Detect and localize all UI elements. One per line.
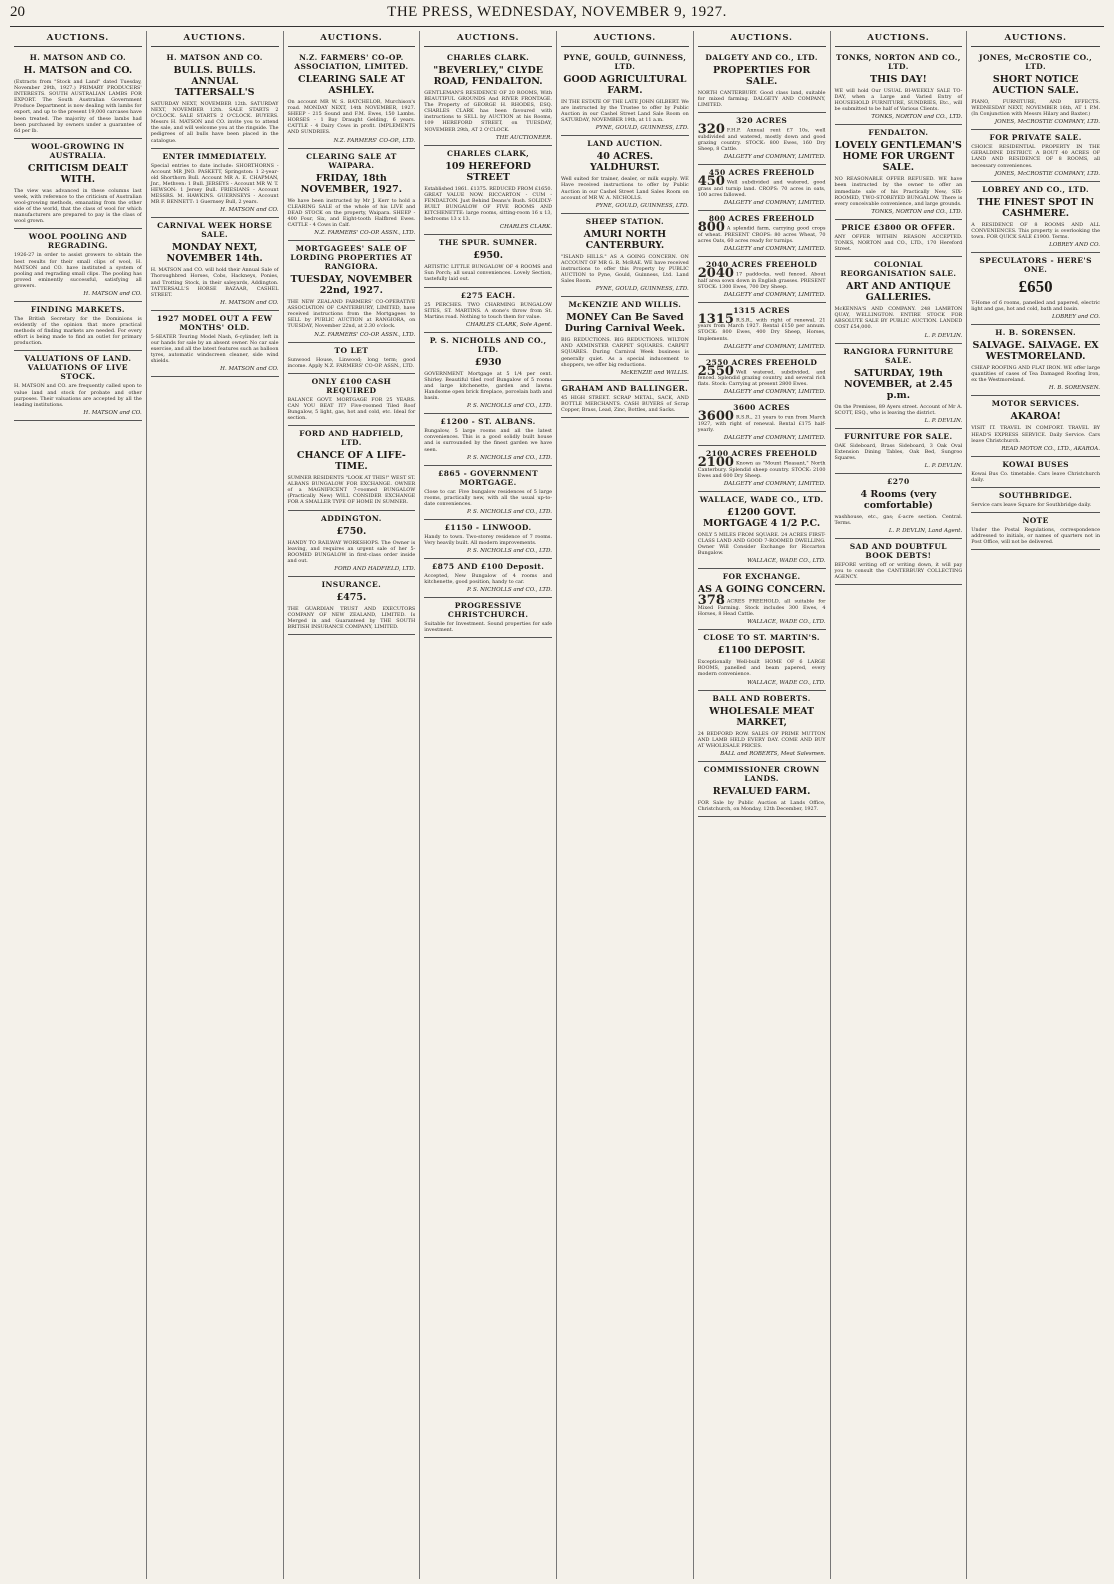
ad-title: CLEARING SALE AT WAIPARA.	[306, 151, 397, 170]
ad-body: ONLY 5 MILES FROM SQUARE. 24 ACRES FIRST-CLASS LAND AND GOOD 7-ROOMED DWELLING. Owner Will Consider Exchange for Riccarton Bungalow.	[697, 532, 826, 557]
ad-body: WE will hold Our USUAL BI-WEEKLY SALE TO-DAY, when a Large and Varied Entry of HOUSEHOLD FURNITURE, SUNDRIES, Etc., will be submitted to be half of Various Clients.	[834, 88, 963, 113]
ad-title: ONLY £100 CASH REQUIRED	[311, 376, 392, 395]
ad-body: Close to car. Five bungalow residences of 5 large rooms, practically new, with all the usual up-to-date conveniences.	[424, 488, 552, 507]
ad-title: CHARLES CLARK.	[447, 53, 530, 62]
ad-headline: CLEARING SALE AT ASHLEY.	[298, 74, 405, 96]
ad-signature: BALL and ROBERTS, Meat Salesmen.	[720, 750, 826, 757]
ad-body: CHEAP ROOFING AND FLAT IRON. WE offer large quantities of cases of Tea Damaged Roofing Iron, ex the Westmoreland.	[971, 365, 1100, 384]
ad-signature: DALGETY and COMPANY, LIMITED.	[723, 154, 826, 161]
advertisement	[698, 257, 826, 303]
advertisement	[424, 288, 552, 333]
ad-body: VISIT IT. TRAVEL IN COMFORT. TRAVEL BY HEAD'S EXPRESS SERVICE. Daily Service. Cars leave Christchurch.	[971, 425, 1100, 444]
advertisement	[288, 50, 416, 149]
advertisement	[971, 396, 1100, 456]
ad-headline: AKAROA!	[1010, 411, 1061, 423]
ad-title: DALGETY AND CO., LTD.	[705, 53, 818, 62]
ad-body: washhouse, etc., gas; £-acre section. Central. Terms.	[834, 513, 963, 527]
ad-signature: L. P. DEVLIN.	[924, 462, 963, 469]
ad-title: MOTOR SERVICES.	[991, 399, 1080, 409]
ad-body: SATURDAY NEXT, NOVEMBER 12th. SATURDAY NEXT, NOVEMBER 12th. SALE STARTS 2 O'CLOCK. SALE STARTS 2 O'CLOCK. BUYERS. Messrs H. MATSON and CO. invite you to attend the sale, and will welcome you at the ringside. The pedigrees of all bulls have been placed in the catalogue.	[150, 101, 279, 144]
advertisement	[424, 559, 552, 598]
ad-headline: £1200 GOVT. MORTGAGE 4 1/2 P.C.	[703, 507, 821, 530]
ad-headline: SALVAGE. SALVAGE. EX WESTMORELAND.	[972, 340, 1099, 363]
advertisement	[698, 50, 826, 113]
ad-body: BIG REDUCTIONS. BIG REDUCTIONS. WILTON AND AXMINSTER CARPET SQUARES. CARPET SQUARES. During Carnival Week business is generally quiet. As a special inducement to shoppers, we offer big reductions.	[561, 337, 689, 368]
ad-body: 2100 Known as "Mount Pleasant," North Canterbury. Splendid sheep country. STOCK: 2100 Ewes and 600 Dry Sheep.	[697, 455, 826, 479]
columns	[10, 31, 1104, 1579]
ad-body: GENTLEMAN'S RESIDENCE OF 20 ROOMS, With BEAUTIFUL GROUNDS And RIVER FRONTAGE. The Property of GEORGE H. RHODES, ESQ. CHARLES CLARK has been favoured with instructions to SELL by AUCTION at his Rooms, 109 HEREFORD STREET, on TUESDAY, NOVEMBER 29th, AT 2 O'CLOCK.	[424, 90, 552, 133]
ad-signature: P. S. NICHOLLS and CO., LTD.	[466, 508, 552, 515]
advertisement	[288, 241, 416, 342]
ad-title: VALUATIONS OF LAND. VALUATIONS OF LIVE STOCK.	[24, 354, 132, 382]
column-2	[147, 31, 284, 1579]
ad-body: Accepted, New Bungalow of 4 rooms and kitchenette, good position, handy to car.	[424, 573, 552, 586]
advertisement	[835, 474, 963, 539]
ad-headline: TUESDAY, NOVEMBER 22nd, 1927.	[290, 274, 413, 297]
ad-headline: £475.	[336, 591, 367, 603]
ad-signature: P. S. NICHOLLS and CO., LTD.	[466, 454, 552, 461]
advertisement	[698, 303, 826, 355]
advertisement	[835, 257, 963, 343]
ad-price: £650	[1018, 276, 1053, 296]
ad-signature: DALGETY and COMPANY, LIMITED.	[723, 343, 826, 350]
ad-signature: P. S. NICHOLLS and CO., LTD.	[466, 587, 552, 594]
ad-signature: PYNE, GOULD, GUINNESS, LTD.	[595, 286, 689, 293]
ad-signature: TONKS, NORTON and CO., LTD.	[871, 208, 963, 215]
advertisement	[835, 220, 963, 257]
ad-figure: 2550	[697, 363, 734, 379]
ad-title: SOUTHBRIDGE.	[998, 490, 1073, 500]
ad-signature: DALGETY and COMPANY, LIMITED.	[723, 291, 826, 298]
ad-signature: LOBREY AND CO.	[1049, 241, 1100, 248]
advertisement	[14, 302, 142, 351]
column-7	[831, 31, 968, 1579]
ad-body: NORTH CANTERBURY. Good class land, suitable for mixed farming. DALGETY AND COMPANY, LIMITED.	[697, 90, 826, 109]
advertisement	[424, 50, 552, 146]
ad-body: McKENNA'S AND COMPANY. 248 LAMBTON QUAY, WELLINGTON. ENTIRE STOCK FOR ABSOLUTE SALE BY PUBLIC AUCTION. LANDED COST £54,000.	[834, 306, 963, 331]
ad-signature: H. MATSON and CO.	[83, 290, 142, 297]
ad-signature: L. P. DEVLIN.	[924, 332, 963, 339]
ad-title: JONES, McCROSTIE CO., LTD.	[979, 53, 1093, 71]
masthead	[10, 4, 1104, 27]
ad-body: A RESIDENCE OF 8 ROOMS AND ALL CONVENIENCES. This property is overlooking the town. FOR QUICK SALE £1900. Terms.	[971, 221, 1100, 240]
ad-body: Exceptionally Well-built HOME OF 6 LARGE ROOMS, panelled and beam papered, every modern convenience.	[697, 659, 826, 678]
ad-title: 1927 MODEL OUT A FEW MONTHS' OLD.	[156, 313, 273, 332]
ad-title: £1200 - ST. ALBANS.	[440, 417, 536, 427]
ad-body: ANY OFFER WITHIN REASON ACCEPTED. TONKS, NORTON and CO., LTD., 170 Hereford Street.	[834, 233, 963, 253]
advertisement	[14, 139, 142, 230]
advertisement	[698, 569, 826, 630]
ad-signature: H. MATSON and CO.	[220, 366, 279, 373]
newspaper-title: THE PRESS, WEDNESDAY, NOVEMBER 9, 1927.	[387, 4, 727, 20]
advertisement	[288, 343, 416, 374]
ad-body: 25 PERCHES. TWO CHARMING BUNGALOW SITES, ST. MARTINS. A stone's throw from St. Martins road. Nothing to touch them for value.	[424, 301, 552, 320]
advertisement	[971, 182, 1100, 253]
ad-title: FOR PRIVATE SALE.	[989, 133, 1082, 143]
ad-signature: DALGETY and COMPANY, LIMITED.	[723, 200, 826, 207]
ad-title: LAND AUCTION.	[587, 139, 663, 149]
ad-title: ENTER IMMEDIATELY.	[162, 151, 267, 161]
ad-signature: LOBREY and CO.	[1052, 314, 1100, 321]
ad-title: WOOL POOLING AND REGRADING.	[28, 232, 128, 251]
ad-headline: 4 Rooms (very comfortable)	[860, 488, 937, 511]
ad-title: £275 EACH.	[460, 290, 516, 300]
ad-title: 1315 ACRES	[733, 305, 790, 315]
ad-title: THE SPUR. SUMNER.	[438, 238, 538, 248]
ad-title: FENDALTON.	[868, 128, 929, 138]
ad-title: 2100 ACRES FREEHOLD	[706, 449, 818, 459]
ad-headline: CHANCE OF A LIFE-TIME.	[296, 450, 406, 473]
ad-headline: SATURDAY, 19th NOVEMBER, at 2.45 p.m.	[844, 367, 953, 401]
ad-body: Special entries to date include: SHORTHORNS - Account MR JNO. PASKETT, Springston: 1 2-year-old Shorthorn Bull. Account MR A. E. CHAPMAN, Jnr., Methven: 1 Bull. JERSEYS - Account MR W. T. HEWSON: 1 Jersey Bull. FRIESIANS - Account MESSRS. M. HAWKINS. GUERNSEYS - Account MR F. BENNETT: 1 Guernsey Bull, 2 years.	[150, 162, 279, 206]
ad-title: WOOL-GROWING IN AUSTRALIA.	[31, 141, 125, 160]
advertisement	[288, 426, 416, 510]
advertisement	[971, 130, 1100, 181]
ad-title: CARNIVAL WEEK HORSE SALE.	[157, 221, 273, 240]
ad-title: £1150 - LINWOOD.	[444, 522, 532, 532]
ad-body: BALANCE GOVT. MORTGAGE FOR 25 YEARS. CAN YOU BEAT IT? Five-roomed Tiled Roof Bungalow, 5 light, gas, hot and cold, etc. Ideal for section.	[287, 396, 416, 421]
ad-figure: 3600	[697, 409, 734, 425]
ad-body: Sunwood House, Linwood; long term; good income. Apply N.Z. FARMERS' CO-OP. ASSN., LTD.	[287, 356, 416, 369]
advertisement	[561, 214, 689, 297]
ad-headline: MONDAY NEXT, NOVEMBER 14th.	[166, 242, 263, 265]
ad-body: "ISLAND HILLS." AS A GOING CONCERN. ON ACCOUNT OF MR G. R. McRAE. WE have received instructions to offer this Property by PUBLIC AUCTION to Pyne, Gould, Guinness, Ltd. Land Sales Room.	[561, 253, 689, 285]
advertisement	[14, 50, 142, 139]
ad-title: H. MATSON AND CO.	[166, 53, 263, 62]
ad-body: 1315 R.S.R., with right of renewal, 21 years from March 1927. Rental £150 per annum. STOCK: 800 Ewes, 400 Dry Sheep, Horses, Implements.	[697, 311, 826, 342]
ad-title: CHARLES CLARK,	[447, 148, 530, 158]
ad-title: KOWAI BUSES	[1002, 459, 1069, 469]
ad-title: 320 ACRES	[736, 116, 788, 126]
ad-body: We have been instructed by Mr J. Kerr to hold a CLEARING SALE of the whole of his LIVE and DEAD STOCK on the property, Waipara. SHEEP - 400 Four, Six, and Eight-tooth Halfbred Ewes. CATTLE - 4 Cows in Calf.	[287, 197, 416, 228]
ad-title: SHEEP STATION.	[585, 216, 665, 226]
ad-headline: £950.	[473, 250, 503, 262]
ad-signature: FORD AND HADFIELD, LTD.	[334, 565, 416, 572]
ad-signature: DALGETY and COMPANY, LIMITED.	[723, 481, 826, 488]
advertisement	[424, 235, 552, 287]
ad-title: COMMISSIONER CROWN LANDS.	[703, 764, 820, 783]
column-heading: AUCTIONS.	[835, 31, 963, 47]
advertisement	[151, 218, 279, 310]
ad-figure: 450	[697, 174, 725, 190]
advertisement	[288, 511, 416, 577]
ad-figure: 1315	[697, 311, 734, 327]
ad-headline: 109 HEREFORD STREET	[445, 160, 531, 183]
advertisement	[561, 297, 689, 380]
ad-title: MORTGAGEES' SALE OF LORDING PROPERTIES AT RANGIORA.	[290, 244, 413, 272]
advertisement	[424, 466, 552, 520]
ad-headline: £1100 DEPOSIT.	[717, 645, 806, 657]
advertisement	[14, 229, 142, 302]
ad-headline: MONEY Can Be Saved During Carnival Week.	[564, 312, 686, 335]
advertisement	[698, 492, 826, 569]
ad-body: 800 A splendid farm, carrying good crops of wheat. PRESENT CROPS: 80 acres Wheat, 70 acres Oats, 60 acres ready for turnips.	[697, 220, 826, 244]
ad-body: SUMNER RESIDENTS "LOOK AT THIS!" WEST ST. ALBANS BUNGALOW FOR EXCHANGE. OWNER of a MAGNIFICENT 7-roomed BUNGALOW (Practically New) WILL CONSIDER EXCHANGE FOR A SMALLER TYPE OF HOME IN SUMNER.	[287, 475, 416, 506]
advertisement	[835, 125, 963, 219]
advertisement	[424, 333, 552, 414]
column-heading: AUCTIONS.	[424, 31, 552, 47]
ad-signature: L. P. DEVLIN, Land Agent.	[888, 528, 963, 535]
advertisement	[971, 253, 1100, 325]
column-3	[284, 31, 421, 1579]
ad-body: Handy to town. Two-storey residence of 7 rooms. Very heavily built. All modern improvements.	[424, 533, 552, 546]
ad-headline: 40 ACRES. YALDHURST.	[590, 151, 660, 174]
ad-signature: THE AUCTIONEER.	[495, 134, 552, 141]
ad-signature: N.Z. FARMERS' CO-OP. ASSN., LTD.	[314, 331, 416, 338]
ad-body: NO REASONABLE OFFER REFUSED. WE have been instructed by the owner to offer an immediate sale of his Practically New, SIX-ROOMED, TWO-STOREYED BUNGALOW. There is every conceivable convenience, and large grounds.	[834, 176, 963, 207]
advertisement	[971, 457, 1100, 488]
ad-title: SAD AND DOUBTFUL BOOK DEBTS!	[849, 542, 947, 561]
ad-body: 3600 R.S.R., 21 years to run from March 1927, with right of renewal. Rental £175 half-yearly.	[697, 409, 826, 434]
ad-body: On the Premises, 89 Ayers street. Account of Mr A. SCOTT, ESQ., who is leaving the district.	[834, 403, 963, 416]
advertisement	[971, 50, 1100, 130]
advertisement	[424, 598, 552, 638]
ad-body: H. MATSON and CO. are frequently called upon to value land and stock for probate and other purposes. Their valuations are accepted by all the leading institutions.	[14, 383, 142, 408]
ad-headline: THE FINEST SPOT IN CASHMERE.	[977, 196, 1094, 219]
ad-headline: BULLS. BULLS. ANNUAL TATTERSALL'S	[173, 65, 256, 98]
ad-body: BEFORE writing off or writing down, it will pay you to consult the CANTERBURY COLLECTING AGENCY.	[834, 562, 963, 581]
ad-signature: L. P. DEVLIN.	[924, 417, 963, 424]
ad-body: PIANO, FURNITURE, AND EFFECTS. WEDNESDAY NEXT, NOVEMBER 16th, AT 1 P.M. (In Conjunction with Messrs Hilary and Baxter.)	[971, 99, 1100, 118]
ad-title: FINDING MARKETS.	[30, 304, 125, 314]
ad-title: P. S. NICHOLLS AND CO., LTD.	[429, 335, 547, 354]
ad-title: H. B. SORENSEN.	[995, 328, 1076, 338]
ad-signature: DALGETY and COMPANY, LIMITED.	[723, 245, 826, 252]
ad-title: 800 ACRES FREEHOLD	[708, 214, 815, 224]
ad-body: (Extracts from "Stock and Land" dated Tuesday, November 29th, 1927.) PRIMARY PRODUCERS' INTERESTS. SOUTH AUSTRALIAN LAMBS FOR EXPORT. The South Australian Government Produce Department is now dealing with lambs for export, and up to the present 19,000 carcases have been treated. The majority of these lambs had been purchased by owners under a guarantee of 6d per lb.	[14, 79, 142, 134]
ad-title: TO LET	[334, 345, 369, 355]
ad-body: 45 HIGH STREET. SCRAP METAL, SACK, AND BOTTLE MERCHANTS. CASH BUYERS of Scrap Copper, Brass, Lead, Zinc, Bottles, and Sacks.	[561, 394, 689, 413]
advertisement	[698, 446, 826, 492]
column-8	[967, 31, 1104, 1579]
advertisement	[698, 211, 826, 257]
ad-signature: CHARLES CLARK, Sole Agent.	[466, 321, 552, 328]
ad-title: McKENZIE AND WILLIS.	[568, 300, 682, 310]
ad-title: PRICE £3800 OR OFFER.	[841, 222, 956, 232]
advertisement	[561, 381, 689, 418]
column-4	[420, 31, 557, 1579]
ad-body: Service cars leave Square for Southbridge daily.	[971, 501, 1092, 508]
ad-signature: McKENZIE and WILLIS.	[620, 369, 689, 376]
ad-title: FOR EXCHANGE.	[722, 572, 801, 582]
ad-title: RANGIORA FURNITURE SALE.	[843, 346, 954, 365]
ad-headline: AMURI NORTH CANTERBURY.	[583, 228, 667, 251]
ad-body: THE GUARDIAN TRUST AND EXECUTORS COMPANY OF NEW ZEALAND, LIMITED. Is Merged in and Guaranteed by THE SOUTH BRITISH INSURANCE COMPANY, LIMITED.	[287, 605, 416, 631]
ad-figure: 320	[697, 122, 725, 138]
ad-body: THE NEW ZEALAND FARMERS' CO-OPERATIVE ASSOCIATION OF CANTERBURY, LIMITED, have received instructions from the Mortgagees to SELL by PUBLIC AUCTION at RANGIORA, on TUESDAY, November 22nd, at 2.30 o'clock.	[287, 299, 416, 330]
ad-title: TONKS, NORTON AND CO., LTD.	[835, 53, 961, 71]
ad-figure: 2100	[697, 455, 734, 471]
advertisement	[835, 344, 963, 429]
ad-title: N.Z. FARMERS' CO-OP. ASSOCIATION, LIMITED.	[294, 53, 409, 71]
ad-signature: WALLACE, WADE CO., LTD.	[747, 619, 826, 626]
advertisement	[424, 520, 552, 559]
ad-signature: PYNE, GOULD, GUINNESS, LTD.	[595, 125, 689, 132]
ad-title: BALL AND ROBERTS.	[712, 693, 811, 703]
ad-signature: JONES, McCROSTIE COMPANY, LTD.	[994, 170, 1100, 177]
ad-headline: "BEVERLEY," CLYDE ROAD, FENDALTON.	[433, 65, 543, 87]
ad-signature: CHARLES CLARK.	[499, 224, 552, 231]
ad-body: 24 BEDFORD ROW. SALES OF PRIME MUTTON AND LAMB HELD EVERY DAY. COME AND BUY AT WHOLESALE PRICES.	[697, 730, 826, 749]
ad-figure: 800	[697, 220, 725, 236]
ad-signature: PYNE, GOULD, GUINNESS, LTD.	[595, 202, 689, 209]
ad-body: 5-SEATER Touring Model Nash, 6-cylinder, left in our hands for sale by an absent owner. No car sale exercise, and all the latest features such as balloon tyres, automatic windscreen cleaner, side wind shields.	[150, 333, 279, 365]
ad-body: FOR Sale by Public Auction at Lands Office, Christchurch, on Monday, 12th December, 1927.	[697, 799, 826, 812]
column-5	[557, 31, 694, 1579]
advertisement	[561, 136, 689, 213]
ad-headline: FRIDAY, 18th NOVEMBER, 1927.	[300, 172, 403, 195]
column-heading: AUCTIONS.	[151, 31, 279, 47]
ad-signature: H. MATSON and CO.	[220, 207, 279, 214]
ad-title: PROGRESSIVE CHRISTCHURCH.	[447, 601, 529, 620]
advertisement	[151, 149, 279, 219]
column-6	[694, 31, 831, 1579]
ad-headline: ART AND ANTIQUE GALLERIES.	[846, 281, 951, 304]
ad-title: ADDINGTON.	[321, 513, 382, 523]
advertisement	[698, 165, 826, 211]
ad-headline: H. MATSON and CO.	[23, 65, 133, 76]
ad-title: H. MATSON AND CO.	[29, 53, 127, 62]
advertisement	[698, 691, 826, 762]
advertisement	[424, 414, 552, 465]
ad-body: 378 ACRES FREEHOLD, all suitable for Mixed Farming. Stock includes 300 Ewes, 4 Horses, 8 Head Cattle.	[697, 593, 826, 618]
advertisement	[698, 355, 826, 401]
ad-signature: READ MOTOR CO., LTD., AKAROA.	[1001, 445, 1100, 452]
column-heading: AUCTIONS.	[14, 31, 142, 47]
ad-signature: P. S. NICHOLLS and CO., LTD.	[466, 403, 552, 410]
ad-signature: JONES, McCROSTIE COMPANY, LTD.	[994, 119, 1100, 126]
ad-signature: TONKS, NORTON and CO., LTD.	[871, 114, 963, 121]
ad-title: £875 AND £100 Deposit.	[432, 562, 545, 572]
advertisement	[698, 400, 826, 446]
advertisement	[698, 762, 826, 817]
ad-figure: 2040	[697, 265, 734, 281]
ad-title: GRAHAM AND BALLINGER.	[561, 383, 689, 393]
ad-title: COLONIAL REORGANISATION SALE.	[840, 260, 957, 279]
ad-headline: WHOLESALE MEAT MARKET,	[709, 705, 815, 728]
ad-headline: AS A GOING CONCERN.	[697, 584, 826, 596]
ad-signature: H. B. SORENSEN.	[1048, 385, 1100, 392]
ad-body: 2550 Well watered, subdivided, and fenced. Splendid grazing country, and several rich flats. Stock: Carrying at present 2800 Ewes.	[697, 363, 826, 388]
ad-body: The British Secretary for the Dominions is evidently of the opinion that more practical methods of finding markets are needed. For every effort is being made to find an outlet for primary production.	[14, 315, 142, 347]
ad-signature: DALGETY and COMPANY, LIMITED.	[723, 435, 826, 442]
ad-title: CLOSE TO ST. MARTIN'S.	[703, 633, 820, 643]
ad-signature: H. MATSON and CO.	[220, 299, 279, 306]
ad-title: FURNITURE FOR SALE.	[844, 431, 953, 441]
ad-signature: H. MATSON and CO.	[83, 409, 142, 416]
ad-body: Kowai Bus Co. timetable. Cars leave Christchurch daily.	[971, 470, 1100, 483]
advertisement	[288, 149, 416, 241]
ad-body: OAK Sideboard, Brass Sideboard, 3 Oak Oval Extension Dining Tables, Oak Bed, Sungroo Squares.	[834, 442, 963, 461]
ad-headline: SHORT NOTICE AUCTION SALE.	[992, 74, 1079, 96]
advertisement	[424, 146, 552, 236]
ad-title: FORD AND HADFIELD, LTD.	[299, 429, 404, 448]
ad-body: 320 F.H.P. Annual rent £7 10s, well subdivided and watered, mostly down and good grazing country. STOCK: 800 Ewes, 160 Dry Sheep, 8 Cattle.	[697, 122, 826, 153]
ad-title: LOBREY AND CO., LTD.	[982, 184, 1090, 194]
advertisement	[835, 50, 963, 125]
ad-title: SPECULATORS - HERE'S ONE.	[979, 255, 1092, 274]
ad-headline: PROPERTIES FOR SALE.	[712, 65, 811, 87]
column-1	[10, 31, 147, 1579]
ad-title: INSURANCE.	[321, 579, 382, 589]
ad-signature: WALLACE, WADE CO., LTD.	[747, 558, 826, 565]
ad-title: 2040 ACRES FREEHOLD	[706, 259, 818, 269]
ad-body: CHOICE RESIDENTIAL PROPERTY IN THE GERALDINE DISTRICT. A BOUT 40 ACRES OF LAND AND RESIDENCE OF 8 ROOMS, all necessary conveniences.	[971, 144, 1100, 169]
advertisement	[698, 113, 826, 165]
ad-headline: CRITICISM DEALT WITH.	[27, 162, 128, 185]
ad-body: The view was advanced in these columns last week, with reference to the criticism of Australian wool-growing methods, emanating from the other side of the world, that the class of wool for which manufacturers are prepared to pay is the class of wool grown.	[14, 187, 142, 225]
ad-body: T-Home of 6 rooms, panelled and papered, electric light and gas, hot and cold, bath and basin.	[971, 299, 1100, 313]
advertisement	[698, 630, 826, 690]
ad-title: WALLACE, WADE CO., LTD.	[699, 495, 824, 505]
ad-body: Bungalow, 5 large rooms and all the latest conveniences. This is a good solidly built house and is surrounded by the finest garden we have seen.	[424, 428, 552, 453]
ad-body: ARTISTIC LITTLE BUNGALOW OF 4 ROOMS and Sun Porch; all usual conveniences. Lovely Section, tastefully laid out.	[424, 264, 552, 283]
ad-body: GOVERNMENT Mortgage at 5 1/4 per cent. Shirley. Beautiful tiled roof Bungalow of 5 rooms and large kitchenette, garden and lawns. Handsome open brick fireplace, porcelain bath and basin.	[424, 370, 552, 402]
ad-body: 2040 17 paddocks, well fenced. About half area sown down in English grasses. PRESENT STOCK: 1300 Ewes, 700 Dry Sheep.	[697, 265, 826, 290]
advertisement	[288, 577, 416, 635]
ad-title: 2550 ACRES FREEHOLD	[706, 357, 818, 367]
ad-signature: WALLACE, WADE CO., LTD.	[747, 679, 826, 686]
advertisement	[151, 311, 279, 377]
ad-headline: £750.	[336, 525, 367, 537]
ad-body: 450 Well subdivided and watered, good grass and turnip land. CROPS: 70 acres in oats, 100 acres fallowed.	[697, 174, 826, 198]
ad-title: 3600 ACRES	[733, 403, 790, 413]
ad-body: Well suited for trainer, dealer, or milk supply. WE Have received instructions to offer by Public Auction in our Cashel Street Land Sales Room on account of MR W. A. NICHOLLS.	[561, 176, 689, 201]
ad-headline: GOOD AGRICULTURAL FARM.	[563, 74, 687, 96]
ad-title: £270	[887, 476, 910, 486]
advertisement	[14, 351, 142, 420]
ad-signature: N.Z. FARMERS' CO-OP., LTD.	[333, 137, 416, 144]
advertisement	[288, 374, 416, 426]
column-heading: AUCTIONS.	[288, 31, 416, 47]
ad-headline: REVALUED FARM.	[712, 785, 811, 797]
ad-headline: THIS DAY!	[870, 74, 927, 85]
ad-body: H. MATSON and CO. will hold their Annual Sale of Thoroughbred Horses, Cobs, Hackneys, Ponies, and Trotting Stock, in their saleyards, Addington. TATTERSALL'S HORSE BAZAAR, CASHEL STREET.	[150, 267, 279, 298]
page-number: 20	[10, 4, 25, 20]
ad-body: Under the Postal Regulations, correspondence addressed to initials, or names of quarters not in Post Office, will not be delivered.	[971, 526, 1100, 546]
advertisement	[971, 488, 1100, 513]
ad-body: HANDY TO RAILWAY WORKSHOPS. The Owner is leaving, and requires an urgent sale of her 5-ROOMED BUNGALOW in first-class order inside and out.	[287, 539, 416, 564]
ad-title: NOTE	[1022, 515, 1049, 525]
ad-title: PYNE, GOULD, GUINNESS, LTD.	[563, 53, 687, 71]
column-heading: AUCTIONS.	[971, 31, 1100, 47]
ad-figure: 378	[697, 593, 725, 609]
ad-title: £865 - GOVERNMENT MORTGAGE.	[438, 468, 539, 487]
column-heading: AUCTIONS.	[561, 31, 689, 47]
ad-body: Suitable for Investment. Sound properties for safe investment.	[424, 621, 552, 634]
column-heading: AUCTIONS.	[698, 31, 826, 47]
ad-body: On account MR W. S. BATCHELOR, Murchison's road. MONDAY NEXT, 14th NOVEMBER, 1927. SHEEP - 215 Sound and F.M. Ewes, 150 Lambs. HORSES - 1 Bay Draught Gelding, 6 years. CATTLE - 4 Dairy Cows in profit. IMPLEMENTS AND SUNDRIES.	[287, 99, 416, 136]
ad-headline: LOVELY GENTLEMAN'S HOME FOR URGENT SALE.	[834, 140, 962, 174]
ad-title: 450 ACRES FREEHOLD	[708, 168, 815, 178]
advertisement	[561, 50, 689, 136]
advertisement	[835, 429, 963, 474]
advertisement	[835, 539, 963, 585]
ad-body: Established 1861. £1375. REDUCED FROM £1650. GREAT VALUE NOW. RICCARTON - CUM - FENDALTON. Just Behind Deans's Bush. SOLIDLY-BUILT BUNGALOW OF FIVE ROOMS AND KITCHENETTE: large rooms, sitting-room 16 x 13, bedrooms 13 x 13.	[424, 185, 552, 223]
ad-signature: N.Z. FARMERS' CO-OP. ASSN., LTD.	[314, 230, 416, 237]
advertisement	[151, 50, 279, 149]
ad-body: IN THE ESTATE OF THE LATE JOHN GILBERT. We are instructed by the Trustee to offer by Public Auction in our Cashel Street Land Sale Room on SATURDAY, NOVEMBER 19th, at 11 a.m.	[561, 99, 689, 124]
ad-body: 1926-27 in order to assist growers to obtain the best results for their small clips of wool, H. MATSON and CO. have instituted a system of pooling and regrading small clips. The pooling has proved eminently successful, satisfying all growers.	[14, 252, 142, 289]
advertisement	[971, 325, 1100, 396]
advertisement	[971, 513, 1100, 550]
ad-headline: £930	[474, 356, 502, 368]
ad-signature: P. S. NICHOLLS and CO., LTD.	[466, 548, 552, 555]
ad-signature: DALGETY and COMPANY, LIMITED.	[723, 389, 826, 396]
